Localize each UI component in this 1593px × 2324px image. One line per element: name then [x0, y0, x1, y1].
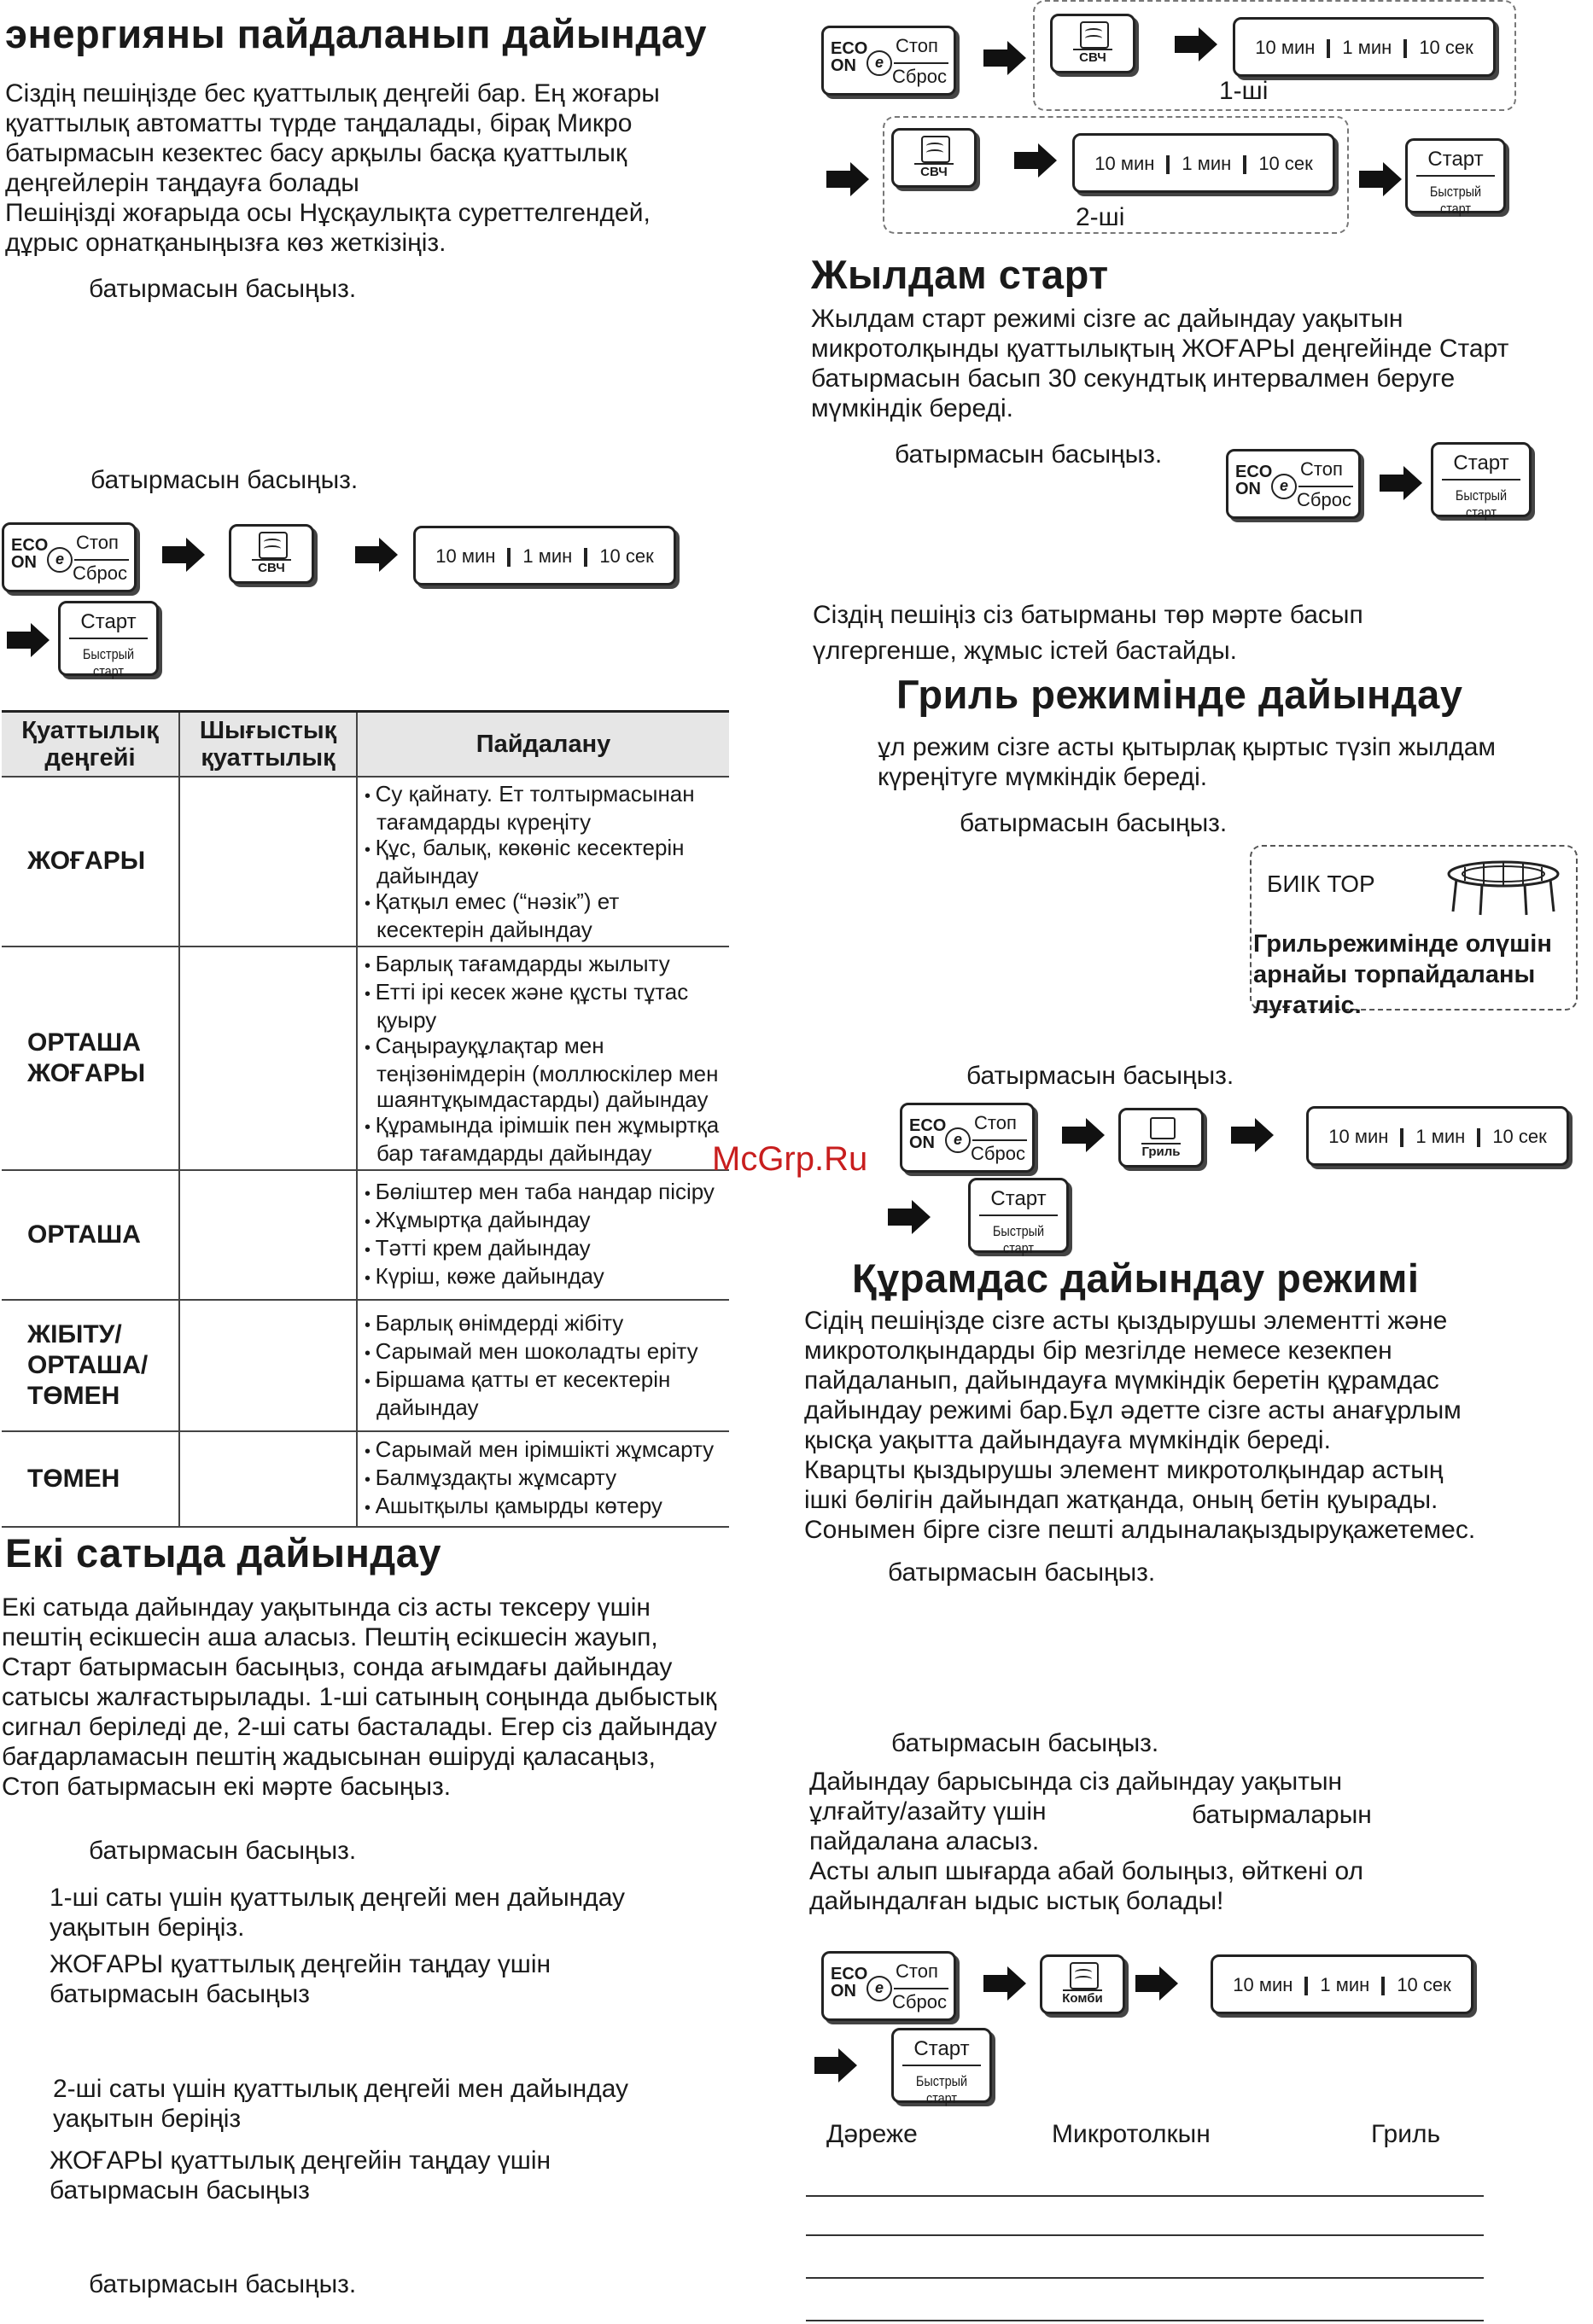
arrow-right-icon: [1231, 1118, 1274, 1152]
usage-cell: [357, 946, 729, 1170]
column-grill: Гриль: [1371, 2120, 1441, 2148]
usage-item: • Күріш, көже дайындау: [365, 1263, 729, 1291]
press-instruction: батырмасын басыңыз.: [89, 1837, 357, 1865]
rack-title: БИІК ТОР: [1267, 871, 1375, 897]
two-stage-intro: Екі сатыда дайындау уақытында сіз асты тексеру үшін пештің есікшесін аша аласыз. Пештің есікшесін жауып, Старт батырмасын басыңыз, сонда ағымдағы дайындау сатысы жалғастырылады. 1-ші сатының соңында дыбыстық сигнал беріледі де, 2-ші саты басталады. Егер сіз дайындау бағдарламасын пештің жадысынан өшіруді қаласаңыз, Стоп батырмасын екі мәрте басыңыз.: [2, 1593, 717, 1801]
microwave-button[interactable]: СВЧ: [1050, 14, 1135, 73]
arrow-right-icon: [355, 538, 398, 572]
start-button[interactable]: Старт Быстрый старт: [1405, 138, 1506, 213]
usage-item: • Барлық тағамдарды жылыту: [365, 951, 729, 979]
time-buttons[interactable]: 10 мин 1 мин 10 сек: [1211, 1954, 1473, 2014]
arrow-right-icon: [814, 2048, 857, 2082]
combi-button[interactable]: Комби: [1040, 1954, 1125, 2014]
combo-intro: Сідің пешіңізде сізге асты қыздырушы элементті және микротолқындарды бір мезгілде немесе кезекпен пайдаланып, дайындауға мүмкіндік беретін құрамдас дайындау режимі бар.Бұл әдетте сізге асты анағұрлым қысқа уақытта дайындауға мүмкіндік береді. Кварцты қыздырушы элемент микротолқындар астың ішкі бөлігін дайындап жатқанда, оның бетін қуырады. Сонымен бірге сізге пешті алдыналақыздыруқажетемес.: [804, 1307, 1476, 1544]
output-power-cell: [179, 1300, 357, 1431]
adjust-time-text: Дайындау барысында сіз дайындау уақытын ұлғайту/азайту үшін: [809, 1768, 1343, 1826]
time-buttons[interactable]: 10 мин 1 мин 10 сек: [1306, 1106, 1569, 1166]
section-title-energy: энергияны пайдаланып дайындау: [5, 11, 708, 56]
table-row: [2, 777, 729, 946]
usage-cell: [357, 1431, 729, 1527]
stop-reset-button[interactable]: ECO ON e Стоп Сброс: [821, 26, 956, 96]
usage-cell: [357, 777, 729, 946]
usage-item: • Құс, балық, көкөніс кесектерін дайындау: [365, 835, 729, 888]
microwave-button[interactable]: СВЧ: [891, 128, 977, 188]
arrow-right-icon: [1135, 1966, 1178, 2001]
start-button[interactable]: Старт Быстрый старт: [968, 1178, 1069, 1253]
press-instruction: батырмасын басыңыз.: [89, 2270, 357, 2298]
step-one-text: 1-ші саты үшін қуаттылық деңгейі мен дайындау уақытын беріңіз.: [50, 1884, 626, 1942]
header-output-power: Шығыстық қуаттылық: [179, 712, 357, 777]
grill-intro: ұл режим сізге асты қытырлақ қыртыс түзіп жылдам күреңітуге мүмкіндік береді.: [878, 733, 1497, 791]
usage-item: • Бөліштер мен таба нандар пісіру: [365, 1179, 729, 1207]
usage-item: • Біршама қатты ет кесектерін дайындау: [365, 1366, 729, 1420]
high-power-text: ЖОҒАРЫ қуаттылық деңгейін таңдау үшін батырмасын басыңыз: [50, 1950, 551, 2008]
table-row: [2, 946, 729, 1170]
press-instruction: батырмасын басыңыз.: [90, 466, 359, 494]
usage-item: • Барлық өнімдерді жібіту: [365, 1310, 729, 1338]
power-level-cell: ТӨМЕН: [2, 1431, 179, 1527]
arrow-right-icon: [983, 1966, 1026, 2001]
usage-item: • Ашытқылы қамырды көтеру: [365, 1493, 729, 1521]
adjust-time-text: пайдалана аласыз. Асты алып шығарда абай болыңыз, өйткені ол дайындалған ыдыс ыстық болады!: [809, 1827, 1363, 1915]
arrow-right-icon: [1175, 27, 1217, 61]
stop-reset-button[interactable]: ECO ON e Стоп Сброс: [1226, 449, 1361, 519]
power-level-cell: ЖІБІТУ/ ОРТАША/ ТӨМЕН: [2, 1300, 179, 1431]
adjust-time-text: батырмаларын: [1192, 1801, 1372, 1829]
press-instruction: батырмасын басыңыз.: [888, 1558, 1156, 1587]
microwave-button[interactable]: СВЧ: [229, 524, 314, 584]
time-buttons[interactable]: 10 мин 1 мин 10 сек: [1233, 17, 1496, 77]
quick-start-intro: Жылдам старт режимі сізге ас дайындау уақытын микротолқынды қуаттылықтың ЖОҒАРЫ деңгейінде Старт батырмасын басып 30 секундтық интервалмен беруге мүмкіндік береді.: [811, 305, 1509, 422]
header-usage: Пайдалану: [357, 712, 729, 777]
high-power-text: ЖОҒАРЫ қуаттылық деңгейін таңдау үшін батырмасын басыңыз: [50, 2146, 551, 2205]
arrow-right-icon: [826, 162, 869, 196]
usage-item: • Тәтті крем дайындау: [365, 1235, 729, 1263]
table-line: [806, 2320, 1484, 2321]
combi-icon: [1070, 1962, 1099, 1989]
press-instruction: батырмасын басыңыз.: [89, 275, 357, 303]
output-power-cell: [179, 1170, 357, 1300]
output-power-cell: [179, 946, 357, 1170]
arrow-right-icon: [1359, 162, 1402, 196]
section-title-quick-start: Жылдам старт: [811, 252, 1109, 297]
high-rack-note: [1250, 845, 1578, 1019]
energy-intro: Сіздің пешіңізде бес қуаттылық деңгейі бар. Ең жоғары қуаттылық автоматты түрде таңдалады, бірақ Микро батырмасын кезектес басу арқылы басқа қуаттылық деңгейлерін таңдауға болады Пешіңізді жоғарыда осы Нұсқаулықта суреттелгендей, дұрыс орнатқаныңызға көз жеткізіңіз.: [5, 79, 660, 257]
usage-item: • Сарымай мен ірімшікті жұмсарту: [365, 1436, 729, 1465]
arrow-right-icon: [983, 41, 1026, 75]
stop-reset-button[interactable]: ECO ON e Стоп Сброс: [821, 1951, 956, 2021]
usage-item: • Сарымай мен шоколадты еріту: [365, 1338, 729, 1366]
output-power-cell: [179, 777, 357, 946]
microwave-icon: [1080, 21, 1109, 49]
rack-text: Грильрежимінде олүшін арнайы торпайдаланы луғатиіс.: [1253, 930, 1552, 1019]
start-button[interactable]: Старт Быстрый старт: [58, 601, 159, 676]
table-row: [2, 1170, 729, 1300]
arrow-right-icon: [888, 1200, 931, 1234]
eco-icon: e: [867, 50, 892, 76]
rack-icon: [1439, 855, 1567, 917]
output-power-cell: [179, 1431, 357, 1527]
table-line: [806, 2277, 1484, 2279]
usage-item: • Құрамында ірімшік пен жұмыртқа бар тағамдарды дайындау: [365, 1112, 729, 1166]
usage-item: • Етті ірі кесек және құсты тұтас қуыру: [365, 979, 729, 1033]
usage-item: • Саңырауқұлақтар мен теңізөнімдерін (моллюскілер мен шаянтұқымдастарды) дайындау: [365, 1033, 729, 1112]
arrow-right-icon: [7, 623, 50, 657]
watermark: McGrp.Ru: [712, 1140, 868, 1178]
arrow-right-icon: [1062, 1118, 1105, 1152]
column-microwave: Микротолкын: [1052, 2120, 1211, 2148]
grill-icon: [1150, 1117, 1176, 1139]
power-level-cell: ЖОҒАРЫ: [2, 777, 179, 946]
usage-cell: [357, 1170, 729, 1300]
start-button[interactable]: Старт Быстрый старт: [1431, 442, 1532, 517]
stop-reset-button[interactable]: ECO ON e Стоп Сброс: [2, 522, 137, 592]
press-instruction: батырмасын басыңыз.: [891, 1729, 1159, 1757]
table-line: [806, 2195, 1484, 2197]
microwave-icon: [259, 532, 288, 559]
eco-icon: e: [1271, 474, 1297, 499]
eco-icon: e: [867, 1976, 892, 2001]
table-row: [2, 1431, 729, 1527]
power-level-cell: ОРТАША ЖОҒАРЫ: [2, 946, 179, 1170]
usage-item: • Жұмыртқа дайындау: [365, 1207, 729, 1235]
table-line: [806, 2234, 1484, 2236]
column-level: Дәреже: [826, 2120, 918, 2148]
press-instruction: батырмасын басыңыз.: [895, 440, 1163, 469]
time-buttons[interactable]: 10 мин 1 мин 10 сек: [1072, 133, 1335, 193]
usage-item: • Қатқыл емес (“нәзік”) ет кесектерін дайындау: [365, 888, 729, 942]
stage-two-label: 2-ші: [1076, 203, 1125, 231]
time-buttons[interactable]: 10 мин 1 мин 10 сек: [413, 526, 676, 585]
step-two-text: 2-ші саты үшін қуаттылық деңгейі мен дайындау уақытын беріңіз: [53, 2075, 629, 2133]
section-title-grill: Гриль режимінде дайындау: [896, 672, 1463, 717]
power-level-cell: ОРТАША: [2, 1170, 179, 1300]
microwave-icon: [921, 136, 950, 163]
eco-icon: e: [47, 547, 73, 573]
power-level-table: [2, 710, 729, 1528]
arrow-right-icon: [1380, 466, 1422, 500]
section-title-two-stage: Екі сатыда дайындау: [5, 1530, 442, 1576]
usage-cell: [357, 1300, 729, 1431]
press-instruction: батырмасын басыңыз.: [960, 809, 1228, 837]
usage-item: • Су қайнату. Ет толтырмасынан тағамдарды күреңіту: [365, 781, 729, 835]
table-row: [2, 1300, 729, 1431]
stage-one-label: 1-ші: [1219, 77, 1269, 105]
grill-button[interactable]: Гриль: [1118, 1108, 1204, 1168]
four-press-note: Сіздің пешіңіз сіз батырманы төр мәрте басып үлгергенше, жұмыс істей бастайды.: [813, 601, 1363, 665]
start-button[interactable]: Старт Быстрый старт: [891, 2028, 992, 2103]
header-power-level: Қуаттылық деңгейі: [2, 712, 179, 777]
eco-icon: e: [945, 1127, 971, 1153]
usage-item: • Балмұздақты жұмсарту: [365, 1465, 729, 1493]
stop-reset-button[interactable]: ECO ON e Стоп Сброс: [900, 1103, 1035, 1173]
press-instruction: батырмасын басыңыз.: [966, 1062, 1234, 1090]
arrow-right-icon: [1014, 143, 1057, 178]
arrow-right-icon: [162, 538, 205, 572]
section-title-combo: Құрамдас дайындау режимі: [852, 1255, 1420, 1301]
